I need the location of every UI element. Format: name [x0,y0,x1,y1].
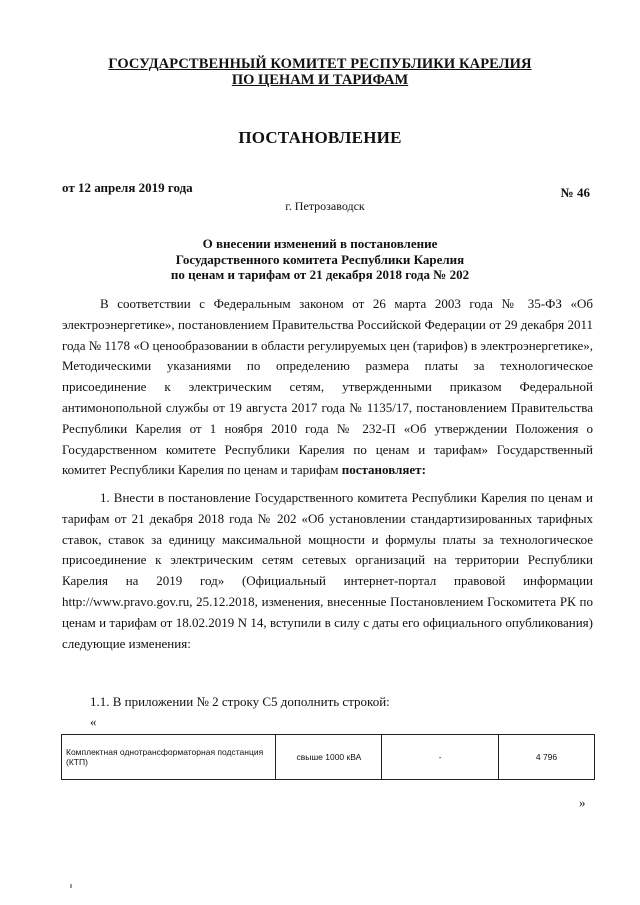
subject-line3: по ценам и тарифам от 21 декабря 2018 года № 202 [170,267,470,282]
cell-value-2: 4 796 [499,735,595,780]
subject-line2: Государственного комитета Республики Карелия [175,251,465,267]
document-title: ПОСТАНОВЛЕНИЕ [238,128,402,147]
cell-value-1: - [382,735,499,780]
committee-header-line2: ПО ЦЕНАМ И ТАРИФАМ [231,72,409,88]
document-subject [0,236,640,283]
resolves-keyword: постановляет [341,462,422,478]
scan-mark [70,884,72,888]
tariff-table [61,734,595,780]
cell-power: свыше 1000 кВА [276,735,382,780]
subject-line1: О внесении изменений в постановление [202,236,438,251]
document-city: г. Петрозаводск [285,199,365,213]
item-1-paragraph: 1. Внести в постановление Государственного комитета Республики Карелия по ценам и тарифам от 21 декабря 2018 года № 202 «Об установлении стандартизированных тарифных ставок, ставок за единицу максимальной мощности и формулы платы за технологическое присоединение к электрическим сетям сетевых организаций на территории Республики Карелия на 2019 год» (Официальный интернет-портал правовой информации http://www.pravo.gov.ru, 25.12.2018, изменения, внесенные Постановлением Госкомитета РК по ценам и тарифам от 18.02.2019 N 14, вступили в силу с даты его официального опубликования) следующие изменения: [62,490,593,651]
closing-quote: » [579,795,586,810]
cell-equipment-name: Комплектная однотрансформаторная подстанция (КТП) [62,735,276,780]
preamble-text: В соответствии с Федеральным законом от 26 марта 2003 года № 35-ФЗ «Об электроэнергетике», постановлением Правительства Российской Федерации от 29 декабря 2011 года № 1178 «О ценообразовании в области регулируемых цен (тарифов) в электроэнергетике», Методическими указаниями по определению размера платы за технологическое присоединение к электрическим сетям, утвержденными приказом Федеральной антимонопольной службы от 19 августа 2017 года № 1135/17, постановлением Правительства Республики Карелия от 1 ноября 2010 года № 232-П «Об утверждении Положения о Государственном комитете Республики Карелия по ценам и тарифам» Государственный комитет Республики Карелия по ценам и тарифам [62,296,593,478]
document-number: № 46 [560,185,590,200]
document-date: от 12 апреля 2019 года [62,180,193,195]
table-row [62,735,595,780]
committee-header-line1: ГОСУДАРСТВЕННЫЙ КОМИТЕТ РЕСПУБЛИКИ КАРЕЛИЯ [108,56,532,72]
preamble-paragraph [62,294,593,481]
opening-quote: « [90,714,97,729]
preamble-end: : [421,462,426,478]
item-1-1-paragraph: 1.1. В приложении № 2 строку С5 дополнить строкой: [90,694,390,709]
